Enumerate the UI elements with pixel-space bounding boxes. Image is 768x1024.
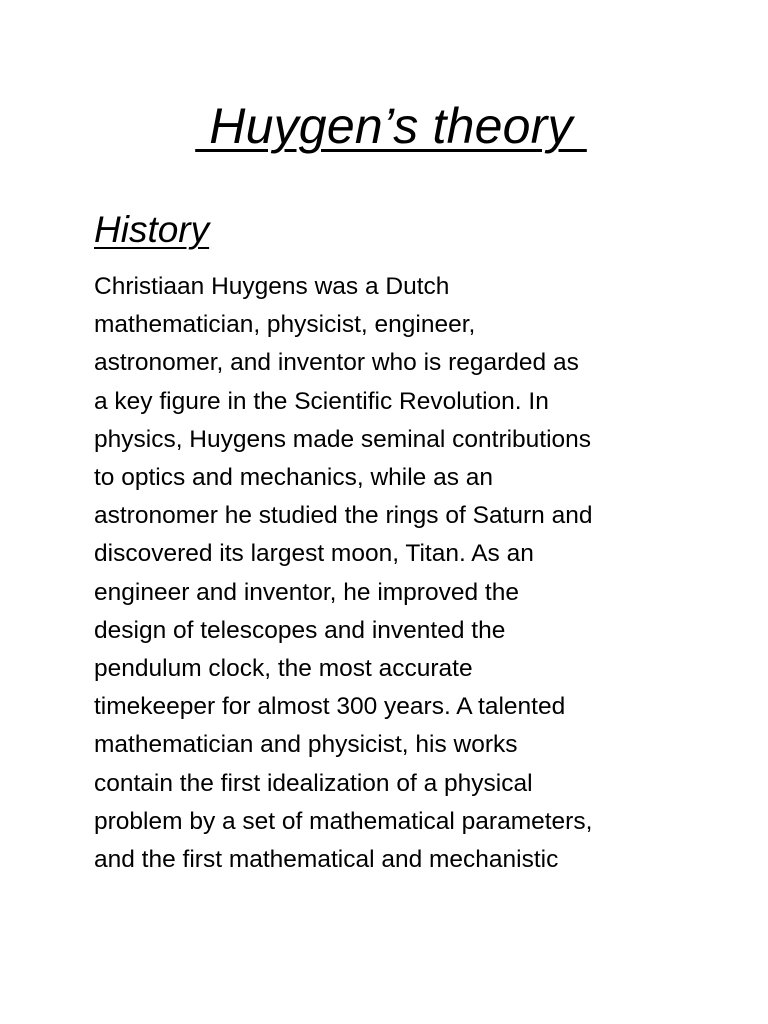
paragraph-line: timekeeper for almost 300 years. A talented bbox=[94, 693, 566, 721]
paragraph-line: to optics and mechanics, while as an bbox=[94, 464, 494, 492]
paragraph-line: mathematician, physicist, engineer, bbox=[94, 311, 476, 339]
paragraph-line: problem by a set of mathematical parameters, bbox=[94, 807, 593, 835]
paragraph-line: pendulum clock, the most accurate bbox=[94, 655, 473, 683]
paragraph-line: engineer and inventor, he improved the bbox=[94, 578, 519, 606]
paragraph-line: astronomer, and inventor who is regarded as bbox=[94, 349, 579, 377]
section-heading-history: History bbox=[94, 209, 210, 250]
paragraph-line: design of telescopes and invented the bbox=[94, 616, 506, 644]
paragraph-line: discovered its largest moon, Titan. As an bbox=[94, 540, 534, 568]
paragraph-line: a key figure in the Scientific Revolution. In bbox=[94, 387, 549, 415]
paragraph-line: astronomer he studied the rings of Saturn and bbox=[94, 502, 593, 530]
page-title: Huygen’s theory bbox=[195, 98, 587, 154]
paragraph-line: contain the first idealization of a physical bbox=[94, 769, 533, 797]
paragraph-line: Christiaan Huygens was a Dutch bbox=[94, 273, 450, 300]
history-paragraph bbox=[94, 268, 694, 879]
paragraph-line: physics, Huygens made seminal contributions bbox=[94, 425, 592, 453]
paragraph-line: and the first mathematical and mechanistic bbox=[94, 846, 559, 874]
paragraph-line: mathematician and physicist, his works bbox=[94, 731, 518, 759]
